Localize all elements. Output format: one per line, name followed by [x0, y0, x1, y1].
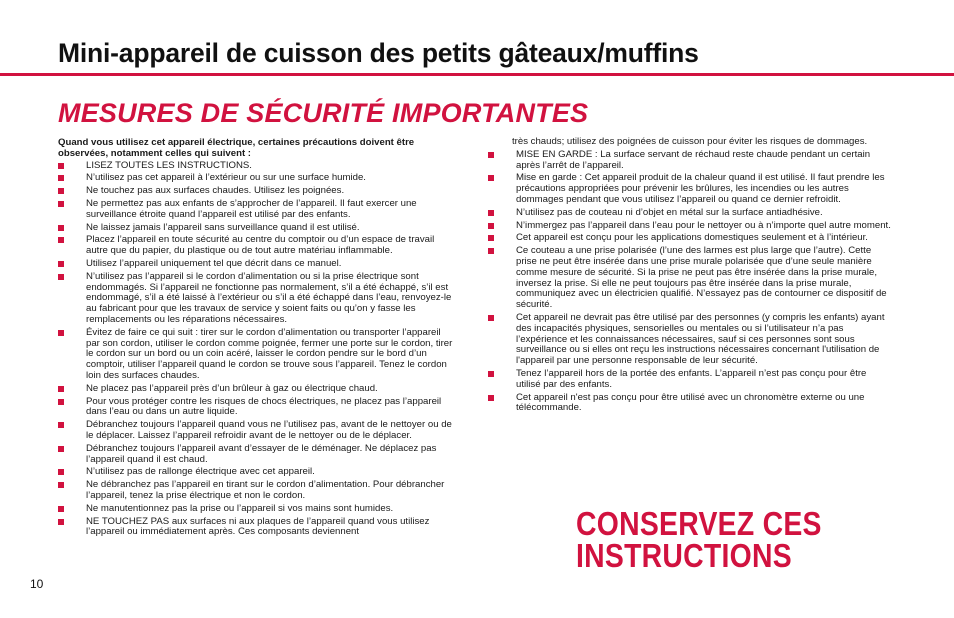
document-title: Mini-appareil de cuisson des petits gâteaux/muffins [58, 38, 699, 68]
left-column [58, 138, 456, 540]
safety-item-text: N’immergez pas l’appareil dans l’eau pour le nettoyer ou à n’importe quel autre moment. [516, 219, 891, 231]
continuation-text: très chauds; utilisez des poignées de cuisson pour éviter les risques de dommages. [512, 136, 868, 147]
safety-item-text: LISEZ TOUTES LES INSTRUCTIONS. [86, 159, 252, 171]
square-bullet-icon [488, 371, 494, 377]
square-bullet-icon [58, 261, 64, 267]
safety-item [58, 384, 456, 395]
safety-item-text: Cet appareil ne devrait pas être utilisé par des personnes (y compris les enfants) ayant des incapacités physiques, sensorielles ou mentales ou si l’utilisateur n’a pas l’expérience et les connaissances nécessaires, sauf si ces personnes sont sous surveillance ou si elles ont reçu les instructions nécessaires concernant l'utilisation de l'appareil par une personne responsable de leur sécurité. [516, 311, 885, 367]
square-bullet-icon [488, 223, 494, 229]
safety-item-text: Placez l’appareil en toute sécurité au centre du comptoir ou d’un espace de travail autre que du papier, du plastique ou de tout autre matériau inflammable. [86, 234, 435, 257]
square-bullet-icon [58, 386, 64, 392]
safety-item-text: Pour vous protéger contre les risques de chocs électriques, ne placez pas l’appareil dans l’eau ou dans un autre liquide. [86, 395, 442, 418]
conserve-line-2: INSTRUCTIONS [576, 537, 792, 574]
square-bullet-icon [58, 519, 64, 525]
square-bullet-icon [58, 225, 64, 231]
square-bullet-icon [58, 399, 64, 405]
square-bullet-icon [58, 330, 64, 336]
safety-item [488, 173, 893, 205]
right-safety-list [488, 150, 893, 414]
safety-item-text: Ne touchez pas aux surfaces chaudes. Utilisez les poignées. [86, 185, 345, 197]
safety-item [488, 246, 893, 311]
square-bullet-icon [488, 395, 494, 401]
safety-item [58, 235, 456, 257]
safety-item-text: Mise en garde : Cet appareil produit de la chaleur quand il est utilisé. Il faut prendre les précautions appropriées pour prévenir les brûlures, les incendies ou les autres dommages pendant que vous utilisez l’appareil ou quand ce dernier refroidit. [516, 172, 885, 205]
safety-item [58, 397, 456, 419]
safety-item-text: Débranchez toujours l’appareil avant d’essayer de le déménager. Ne déplacez pas l’appareil quand il est chaud. [86, 442, 437, 465]
square-bullet-icon [58, 274, 64, 280]
safety-item-text: Ne laissez jamais l’appareil sans surveillance quand il est utilisé. [86, 221, 360, 233]
square-bullet-icon [488, 248, 494, 254]
safety-item-text: Ne manutentionnez pas la prise ou l’appareil si vos mains sont humides. [86, 502, 394, 514]
square-bullet-icon [58, 469, 64, 475]
safety-item-text: Ce couteau a une prise polarisée (l’une des larmes est plus large que l’autre). Cette prise ne peut être insérée dans une prise murale polarisée que d’une seule manière comme mesure de sécurité. Si la prise ne peut pas être insérée dans la prise murale, inversez la prise. Si elle ne peut toujours pas être insérée dans la prise murale, communiquez avec un électricien qualifié. N’essayez pas de contourner ce dispositif de sécurité. [516, 245, 887, 311]
safety-item [58, 444, 456, 466]
safety-item-text: NE TOUCHEZ PAS aux surfaces ni aux plaques de l’appareil quand vous utilisez l’appareil ou immédiatement après. Ces composants deviennent [86, 515, 430, 538]
safety-item [58, 272, 456, 326]
square-bullet-icon [58, 446, 64, 452]
square-bullet-icon [58, 175, 64, 181]
conserve-instructions-heading [576, 505, 851, 574]
safety-item [58, 517, 456, 539]
safety-item-text: Évitez de faire ce qui suit : tirer sur le cordon d’alimentation ou transporter l’appareil par son cordon, utiliser le cordon comme poignée, fermer une porte sur le cordon, tirer le cordon sur un bord ou un coin acéré, laisser le cordon pendre sur le bord d’un comptoir, utiliser l’appareil quand le cordon se trouve sous l’appareil. Tenez le cordon loin des surfaces chaudes. [86, 326, 453, 381]
intro-text: Quand vous utilisez cet appareil électrique, certaines précautions doivent être observées, notamment celles qui suivent : [58, 137, 415, 159]
safety-item-text: N’utilisez pas l’appareil si le cordon d’alimentation ou si la prise électrique sont endommagés. Si l’appareil ne fonctionne pas normalement, s’il a été échappé, s’il est endommagé, s’il a été laissé à l’extérieur ou s’il a été échappé dans l’eau, renvoyez-le au fabricant pour que les travaux de service y soient faits ou qu’on y fasse les remplacements ou les réparations nécessaires. [86, 270, 452, 325]
safety-item [58, 420, 456, 442]
safety-item [58, 223, 456, 234]
safety-item-text: N’utilisez pas cet appareil à l’extérieur ou sur une surface humide. [86, 172, 366, 184]
safety-item-text: Utilisez l’appareil uniquement tel que décrit dans ce manuel. [86, 257, 342, 269]
section-title: MESURES DE SÉCURITÉ IMPORTANTES [58, 98, 589, 128]
square-bullet-icon [58, 188, 64, 194]
safety-item [488, 393, 893, 415]
safety-item [58, 259, 456, 270]
safety-item [58, 480, 456, 502]
safety-item-text: N’utilisez pas de rallonge électrique avec cet appareil. [86, 466, 315, 478]
right-column [488, 137, 893, 416]
conserve-line-1: CONSERVEZ CES [576, 505, 822, 542]
safety-item [58, 467, 456, 478]
safety-item-text: Ne placez pas l’appareil près d’un brûleur à gaz ou électrique chaud. [86, 382, 378, 394]
safety-item [58, 328, 456, 382]
square-bullet-icon [58, 422, 64, 428]
safety-item-text: N’utilisez pas de couteau ni d’objet en métal sur la surface antiadhésive. [516, 206, 823, 218]
safety-item [488, 313, 893, 367]
safety-item-text: MISE EN GARDE : La surface servant de réchaud reste chaude pendant un certain après l’arrêt de l’appareil. [516, 148, 871, 171]
safety-item-text: Cet appareil est conçu pour les applications domestiques seulement et à l’intérieur. [516, 232, 868, 244]
safety-item [488, 208, 893, 219]
safety-item [488, 221, 893, 232]
square-bullet-icon [488, 235, 494, 241]
safety-item [58, 161, 456, 172]
square-bullet-icon [58, 163, 64, 169]
square-bullet-icon [58, 201, 64, 207]
safety-item-text: Débranchez toujours l’appareil quand vous ne l’utilisez pas, avant de le nettoyer ou de le déplacer. Laissez l’appareil refroidir avant de le nettoyer ou de le déplacer. [86, 419, 452, 441]
square-bullet-icon [488, 315, 494, 321]
title-divider [0, 73, 954, 76]
safety-item-text: Cet appareil n'est pas conçu pour être utilisé avec un chronomètre externe ou une télécommande. [516, 391, 865, 414]
square-bullet-icon [58, 482, 64, 488]
square-bullet-icon [58, 506, 64, 512]
safety-item [58, 504, 456, 515]
page-number: 10 [30, 577, 44, 591]
safety-item [488, 233, 893, 244]
square-bullet-icon [488, 175, 494, 181]
safety-item-text: Tenez l’appareil hors de la portée des enfants. L’appareil n’est pas conçu pour être utilisé par des enfants. [516, 367, 867, 390]
safety-item-text: Ne débranchez pas l’appareil en tirant sur le cordon d’alimentation. Pour débrancher l’appareil, tenez la prise électrique et non le cordon. [86, 479, 445, 501]
safety-item [488, 369, 893, 391]
safety-item [58, 186, 456, 197]
safety-item-text: Ne permettez pas aux enfants de s’approcher de l’appareil. Il faut exercer une surveillance étroite quand l’appareil est utilisé par des enfants. [86, 197, 417, 220]
square-bullet-icon [58, 237, 64, 243]
safety-item [58, 173, 456, 184]
square-bullet-icon [488, 152, 494, 158]
square-bullet-icon [488, 210, 494, 216]
safety-item [488, 150, 893, 172]
safety-item [58, 199, 456, 221]
left-safety-list [58, 161, 456, 539]
